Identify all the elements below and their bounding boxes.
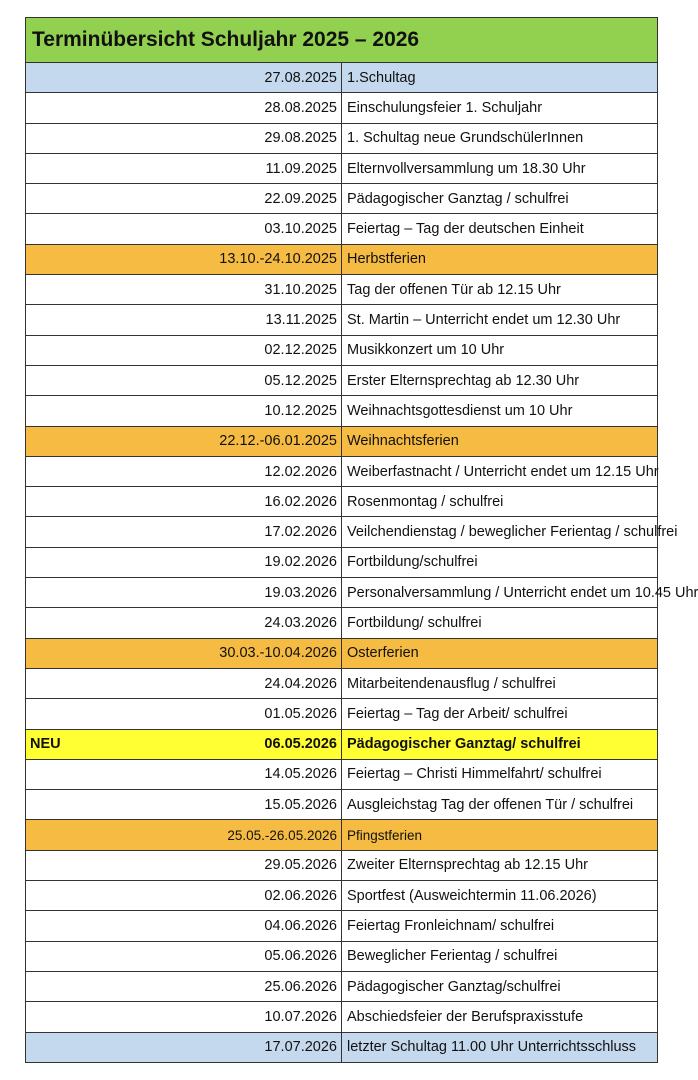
row-event: Weiberfastnacht / Unterricht endet um 12.15 Uhr [342, 456, 658, 486]
table-row [26, 153, 658, 183]
row-event: Sportfest (Ausweichtermin 11.06.2026) [342, 881, 658, 911]
schedule-table [25, 17, 698, 1063]
row-date: 13.11.2025 [26, 305, 342, 335]
row-event: Zweiter Elternsprechtag ab 12.15 Uhr [342, 850, 658, 880]
row-date: 30.03.-10.04.2026 [26, 638, 342, 668]
row-event: Elternvollversammlung um 18.30 Uhr [342, 153, 658, 183]
row-date: 17.07.2026 [26, 1032, 342, 1062]
row-event: Pädagogischer Ganztag/schulfrei [342, 971, 658, 1001]
table-row [26, 578, 658, 608]
row-date: 29.05.2026 [26, 850, 342, 880]
page-title: Terminübersicht Schuljahr 2025 – 2026 [26, 18, 658, 63]
row-event: Erster Elternsprechtag ab 12.30 Uhr [342, 365, 658, 395]
row-date: 29.08.2025 [26, 123, 342, 153]
row-event: Herbstferien [342, 244, 658, 274]
row-date: 10.07.2026 [26, 1002, 342, 1032]
row-date: 03.10.2025 [26, 214, 342, 244]
table-row [26, 1032, 658, 1062]
row-event: Fortbildung/schulfrei [342, 547, 658, 577]
table-row [26, 396, 658, 426]
row-event: letzter Schultag 11.00 Uhr Unterrichtsschluss [342, 1032, 658, 1062]
row-event: Pädagogischer Ganztag/ schulfrei [342, 729, 658, 759]
row-event: Beweglicher Ferientag / schulfrei [342, 941, 658, 971]
table-row [26, 850, 658, 880]
row-event: Osterferien [342, 638, 658, 668]
row-date: 02.12.2025 [26, 335, 342, 365]
row-event: Weihnachtsgottesdienst um 10 Uhr [342, 396, 658, 426]
table-row [26, 63, 658, 93]
holiday-row [26, 426, 658, 456]
row-event: 1. Schultag neue GrundschülerInnen [342, 123, 658, 153]
table-row [26, 517, 658, 547]
row-date: 10.12.2025 [26, 396, 342, 426]
table-row [26, 1002, 658, 1032]
row-date: 13.10.-24.10.2025 [26, 244, 342, 274]
row-date: 11.09.2025 [26, 153, 342, 183]
table-row [26, 335, 658, 365]
row-event: Weihnachtsferien [342, 426, 658, 456]
row-event: Feiertag – Tag der deutschen Einheit [342, 214, 658, 244]
table-row [26, 608, 658, 638]
row-date: 16.02.2026 [26, 487, 342, 517]
row-event: Veilchendienstag / beweglicher Ferientag / schulfrei [342, 517, 658, 547]
row-event: Einschulungsfeier 1. Schuljahr [342, 93, 658, 123]
table-row [26, 365, 658, 395]
row-event: Feiertag Fronleichnam/ schulfrei [342, 911, 658, 941]
row-date: 27.08.2025 [26, 63, 342, 93]
table-row [26, 487, 658, 517]
row-date: 31.10.2025 [26, 275, 342, 305]
schedule-sheet [25, 17, 698, 1063]
row-event: St. Martin – Unterricht endet um 12.30 Uhr [342, 305, 658, 335]
row-date: 01.05.2026 [26, 699, 342, 729]
table-row [26, 971, 658, 1001]
table-row [26, 911, 658, 941]
table-row [26, 275, 658, 305]
row-event: Fortbildung/ schulfrei [342, 608, 658, 638]
table-row [26, 881, 658, 911]
row-date-value: 06.05.2026 [264, 736, 337, 753]
row-event: Personalversammlung / Unterricht endet um 10.45 Uhr [342, 578, 658, 608]
row-event: Feiertag – Tag der Arbeit/ schulfrei [342, 699, 658, 729]
row-event: Pädagogischer Ganztag / schulfrei [342, 184, 658, 214]
row-event: Musikkonzert um 10 Uhr [342, 335, 658, 365]
row-event: 1.Schultag [342, 63, 658, 93]
row-date: 17.02.2026 [26, 517, 342, 547]
row-date: 05.06.2026 [26, 941, 342, 971]
row-date: 19.03.2026 [26, 578, 342, 608]
row-event: Abschiedsfeier der Berufspraxisstufe [342, 1002, 658, 1032]
table-row [26, 184, 658, 214]
table-row [26, 305, 658, 335]
row-date [26, 729, 342, 759]
table-row [26, 941, 658, 971]
table-row [26, 759, 658, 789]
row-date: 05.12.2025 [26, 365, 342, 395]
table-row [26, 93, 658, 123]
row-date: 12.02.2026 [26, 456, 342, 486]
table-row [26, 214, 658, 244]
table-row [26, 547, 658, 577]
new-badge: NEU [30, 736, 61, 753]
title-row [26, 18, 658, 63]
row-date: 25.06.2026 [26, 971, 342, 1001]
row-event: Rosenmontag / schulfrei [342, 487, 658, 517]
new-entry-row [26, 729, 658, 759]
row-event: Tag der offenen Tür ab 12.15 Uhr [342, 275, 658, 305]
table-row [26, 699, 658, 729]
row-date: 14.05.2026 [26, 759, 342, 789]
table-row [26, 456, 658, 486]
holiday-row [26, 820, 658, 850]
row-date: 22.09.2025 [26, 184, 342, 214]
row-event: Feiertag – Christi Himmelfahrt/ schulfrei [342, 759, 658, 789]
table-row [26, 668, 658, 698]
row-event: Mitarbeitendenausflug / schulfrei [342, 668, 658, 698]
row-date: 02.06.2026 [26, 881, 342, 911]
table-row [26, 790, 658, 820]
row-event: Pfingstferien [342, 820, 658, 850]
holiday-row [26, 244, 658, 274]
row-event: Ausgleichstag Tag der offenen Tür / schulfrei [342, 790, 658, 820]
row-date: 19.02.2026 [26, 547, 342, 577]
table-row [26, 123, 658, 153]
row-date: 28.08.2025 [26, 93, 342, 123]
row-date: 25.05.-26.05.2026 [26, 820, 342, 850]
row-date: 04.06.2026 [26, 911, 342, 941]
row-date: 24.04.2026 [26, 668, 342, 698]
row-date: 24.03.2026 [26, 608, 342, 638]
row-date: 22.12.-06.01.2025 [26, 426, 342, 456]
holiday-row [26, 638, 658, 668]
row-date: 15.05.2026 [26, 790, 342, 820]
